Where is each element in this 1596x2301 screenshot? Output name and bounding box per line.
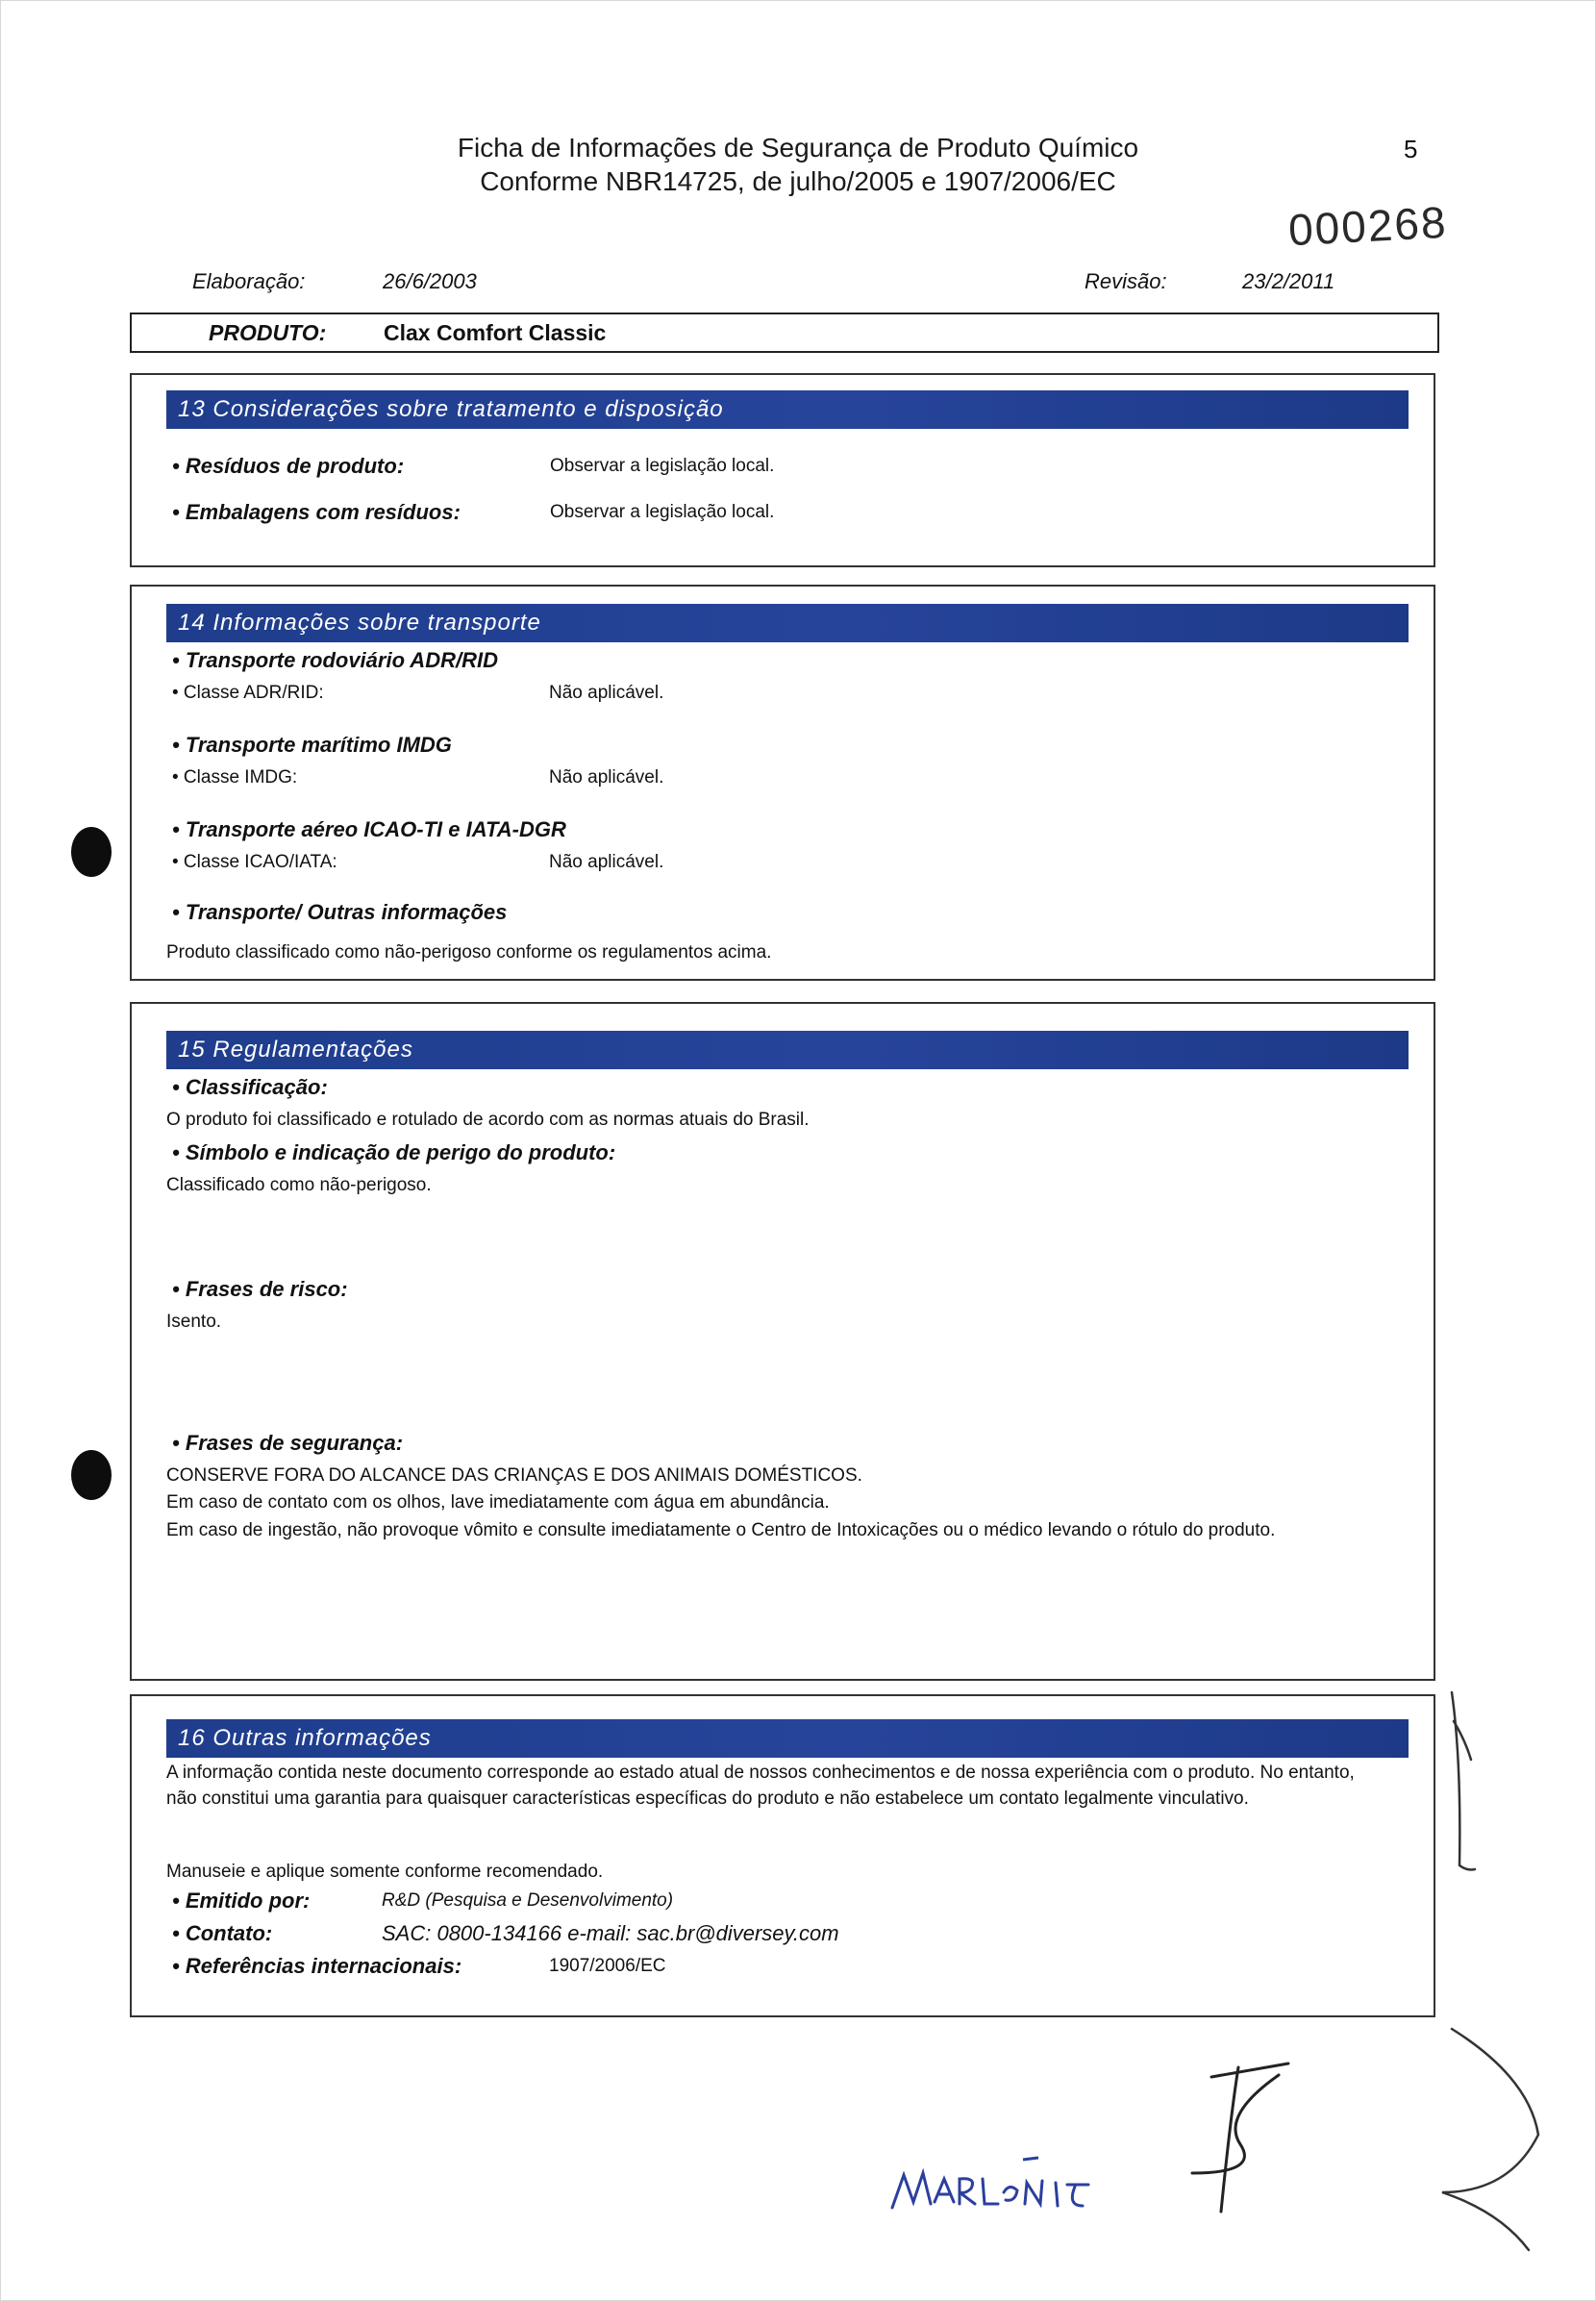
safety-phrase-3: Em caso de ingestão, não provoque vômito e consulte imediatamente o Centro de Intoxicações ou o médico levando o rótulo do produto. xyxy=(166,1520,1276,1540)
sea-class-value: Não aplicável. xyxy=(549,767,664,788)
air-class-value: Não aplicável. xyxy=(549,852,664,872)
product-name: Clax Comfort Classic xyxy=(384,320,607,345)
section-14-header: 14 Informações sobre transporte xyxy=(166,604,1409,642)
section-13-header: 13 Considerações sobre tratamento e disposição xyxy=(166,390,1409,429)
air-transport-heading: • Transporte aéreo ICAO-TI e IATA-DGR xyxy=(172,817,566,841)
handwritten-name-signature xyxy=(885,2125,1096,2231)
revisao-date: 23/2/2011 xyxy=(1242,269,1335,293)
contact-value: SAC: 0800-134166 e-mail: sac.br@diversey.com xyxy=(382,1921,839,1945)
contact-label: • Contato: xyxy=(172,1921,273,1945)
product-label: PRODUTO: xyxy=(209,320,327,345)
corner-signature-loop xyxy=(1423,2019,1586,2269)
stamp-number: 000268 xyxy=(1286,196,1449,256)
section-15-header: 15 Regulamentações xyxy=(166,1031,1409,1069)
other-info-text: A informação contida neste documento corresponde ao estado atual de nossos conhecimentos e de nossa experiência com o produto. No entanto, não constitui uma garantia para quaisquer características específicas do produto e não estabelece um contato legalmente vinculativo. xyxy=(166,1763,1355,1809)
section-15 xyxy=(130,1002,1435,1681)
handling-text: Manuseie e aplique somente conforme recomendado. xyxy=(166,1862,604,1882)
air-class-label: • Classe ICAO/IATA: xyxy=(172,852,337,872)
road-transport-heading: • Transporte rodoviário ADR/RID xyxy=(172,648,498,672)
residuos-produto-value: Observar a legislação local. xyxy=(550,456,775,476)
document-subtitle: Conforme NBR14725, de julho/2005 e 1907/2006/EC xyxy=(480,166,1116,196)
section-16 xyxy=(130,1694,1435,2017)
page-number: 5 xyxy=(1404,135,1418,163)
international-references-value: 1907/2006/EC xyxy=(549,1956,666,1976)
classification-heading: • Classificação: xyxy=(172,1075,328,1099)
international-references-label: • Referências internacionais: xyxy=(172,1954,462,1978)
residuos-produto-label: • Resíduos de produto: xyxy=(172,454,405,478)
risk-phrases-heading: • Frases de risco: xyxy=(172,1277,348,1301)
document-title: Ficha de Informações de Segurança de Produto Químico xyxy=(457,133,1139,163)
revisao-label: Revisão: xyxy=(1085,269,1167,293)
elaboracao-label: Elaboração: xyxy=(192,269,306,293)
elaboracao-date: 26/6/2003 xyxy=(383,269,477,293)
hazard-symbol-heading: • Símbolo e indicação de perigo do produto: xyxy=(172,1140,616,1164)
issued-by-label: • Emitido por: xyxy=(172,1888,311,1913)
sea-transport-heading: • Transporte marítimo IMDG xyxy=(172,733,452,757)
other-transport-heading: • Transporte/ Outras informações xyxy=(172,900,508,924)
punch-hole-bottom xyxy=(71,1450,112,1500)
road-class-label: • Classe ADR/RID: xyxy=(172,683,324,703)
handwritten-initials-mark xyxy=(1163,2058,1317,2221)
sea-class-label: • Classe IMDG: xyxy=(172,767,298,788)
margin-signature-stroke xyxy=(1433,1683,1509,1875)
embalagens-residuos-value: Observar a legislação local. xyxy=(550,502,775,522)
safety-phrases-heading: • Frases de segurança: xyxy=(172,1431,404,1455)
issued-by-value: R&D (Pesquisa e Desenvolvimento) xyxy=(382,1890,674,1911)
safety-phrase-1: CONSERVE FORA DO ALCANCE DAS CRIANÇAS E DOS ANIMAIS DOMÉSTICOS. xyxy=(166,1465,862,1486)
risk-phrases-text: Isento. xyxy=(166,1312,222,1332)
safety-phrase-2: Em caso de contato com os olhos, lave imediatamente com água em abundância. xyxy=(166,1492,830,1513)
section-14 xyxy=(130,585,1435,981)
section-16-header: 16 Outras informações xyxy=(166,1719,1409,1758)
hazard-symbol-text: Classificado como não-perigoso. xyxy=(166,1175,432,1195)
other-transport-text: Produto classificado como não-perigoso conforme os regulamentos acima. xyxy=(166,942,772,963)
classification-text: O produto foi classificado e rotulado de acordo com as normas atuais do Brasil. xyxy=(166,1110,810,1130)
section-13 xyxy=(130,373,1435,567)
embalagens-residuos-label: • Embalagens com resíduos: xyxy=(172,500,461,524)
road-class-value: Não aplicável. xyxy=(549,683,664,703)
product-box xyxy=(130,313,1439,353)
punch-hole-top xyxy=(71,827,112,877)
